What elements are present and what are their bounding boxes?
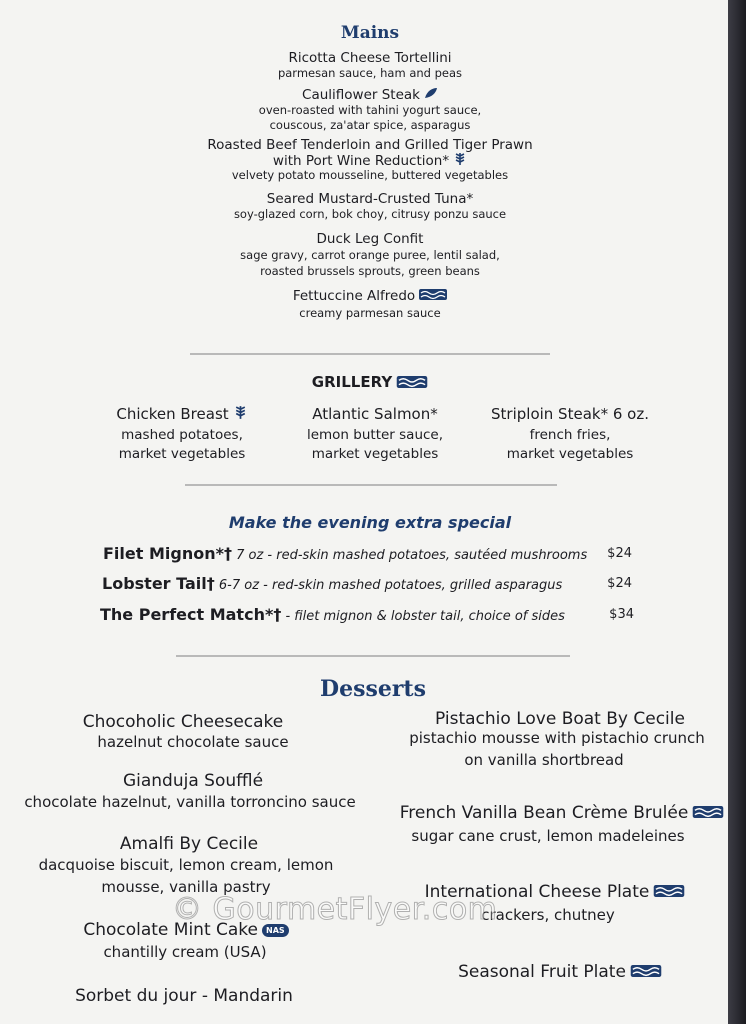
- dessert-desc: pistachio mousse with pistachio crunch: [409, 729, 705, 747]
- dish-desc: sage gravy, carrot orange puree, lentil salad,: [240, 248, 500, 262]
- dessert-desc: dacquoise biscuit, lemon cream, lemon: [38, 856, 334, 874]
- waves-logo-icon: [692, 803, 724, 823]
- mains-title: Mains: [340, 23, 400, 43]
- grillery-item-desc: market vegetables: [506, 446, 634, 462]
- dessert-desc: on vanilla shortbread: [464, 751, 624, 769]
- dessert-name: Pistachio Love Boat By Cecile: [435, 709, 685, 729]
- dish-name: Cauliflower Steak: [302, 87, 420, 103]
- dish-name: Fettuccine Alfredo: [292, 288, 416, 304]
- dessert-desc: mousse, vanilla pastry: [101, 878, 271, 896]
- dessert-desc: crackers, chutney: [481, 906, 615, 924]
- special-item-name: The Perfect Match*†: [100, 605, 282, 624]
- dessert-name: Gianduja Soufflé: [122, 771, 264, 791]
- wheat-icon: [233, 405, 248, 424]
- dessert-desc: hazelnut chocolate sauce: [97, 733, 289, 751]
- special-title: Make the evening extra special: [228, 513, 512, 532]
- dish-desc: parmesan sauce, ham and peas: [277, 66, 463, 80]
- dish-desc: couscous, za'atar spice, asparagus: [269, 118, 471, 132]
- dessert-desc: sugar cane crust, lemon madeleines: [411, 827, 685, 845]
- dish-name: Ricotta Cheese Tortellini: [288, 50, 452, 66]
- special-item-price: $24: [607, 576, 632, 591]
- dish-desc: creamy parmesan sauce: [299, 306, 441, 320]
- waves-logo-icon: [653, 882, 685, 902]
- special-item-name: Lobster Tail†: [102, 574, 215, 593]
- dish-name: Roasted Beef Tenderloin and Grilled Tiger Prawn: [207, 137, 533, 153]
- dish-name-row: [0, 87, 728, 103]
- grillery-item-desc: mashed potatoes,: [121, 427, 243, 443]
- dish-desc: roasted brussels sprouts, green beans: [260, 264, 480, 278]
- grillery-item-desc: french fries,: [529, 427, 611, 443]
- grillery-title-row: [0, 373, 728, 392]
- divider: [185, 484, 557, 486]
- dessert-name: French Vanilla Bean Crème Brulée: [399, 803, 689, 823]
- grillery-item-desc: market vegetables: [118, 446, 246, 462]
- special-item: [100, 605, 565, 624]
- grillery-item-desc: market vegetables: [311, 446, 439, 462]
- waves-logo-icon: [419, 288, 447, 304]
- grillery-item-row: [92, 405, 272, 424]
- special-item-desc: - filet mignon & lobster tail, choice of sides: [281, 609, 565, 624]
- dish-name: Seared Mustard-Crusted Tuna*: [266, 191, 474, 207]
- grillery-item-name: Chicken Breast: [116, 405, 229, 423]
- divider: [190, 353, 550, 355]
- desserts-title: Desserts: [320, 676, 426, 702]
- dish-name: with Port Wine Reduction*: [272, 153, 450, 169]
- dish-name-row: [0, 288, 728, 304]
- dessert-name: Seasonal Fruit Plate: [458, 962, 626, 982]
- nas-badge-icon: NAS: [262, 924, 289, 937]
- divider: [176, 655, 570, 657]
- dessert-name: Chocoholic Cheesecake: [82, 712, 284, 732]
- grillery-item-name: Atlantic Salmon*: [312, 405, 438, 423]
- dessert-name: Chocolate Mint Cake: [83, 920, 259, 940]
- waves-logo-icon: [396, 374, 428, 392]
- special-item-price: $24: [607, 546, 632, 561]
- special-item: [103, 544, 587, 563]
- menu-cover-edge: [728, 0, 746, 1024]
- dish-name: Duck Leg Confit: [316, 231, 424, 247]
- watermark: © GourmetFlyer.com: [172, 892, 498, 927]
- dish-desc: oven-roasted with tahini yogurt sauce,: [258, 103, 482, 117]
- dessert-name: Amalfi By Cecile: [119, 834, 259, 854]
- grillery-title: GRILLERY: [311, 373, 393, 391]
- special-item-desc: 6-7 oz - red-skin mashed potatoes, grilled asparagus: [214, 578, 563, 593]
- dessert-name-row: [380, 803, 728, 823]
- dessert-name-row: [380, 962, 728, 982]
- grillery-item-desc: lemon butter sauce,: [306, 427, 444, 443]
- special-item-name: Filet Mignon*†: [103, 544, 232, 563]
- special-item-price: $34: [609, 607, 634, 622]
- waves-logo-icon: [630, 962, 662, 982]
- dish-desc: soy-glazed corn, bok choy, citrusy ponzu sauce: [233, 207, 507, 221]
- dessert-desc: chantilly cream (USA): [103, 943, 267, 961]
- dessert-desc: chocolate hazelnut, vanilla torroncino sauce: [24, 793, 356, 811]
- grillery-item-name: Striploin Steak* 6 oz.: [491, 405, 649, 423]
- leaf-icon: [424, 87, 438, 103]
- special-item-desc: 7 oz - red-skin mashed potatoes, sautéed mushrooms: [231, 548, 588, 563]
- dessert-name: Sorbet du jour - Mandarin: [75, 986, 293, 1006]
- dish-desc: velvety potato mousseline, buttered vegetables: [231, 168, 509, 182]
- dessert-name: International Cheese Plate: [424, 882, 650, 902]
- special-item: [102, 574, 562, 593]
